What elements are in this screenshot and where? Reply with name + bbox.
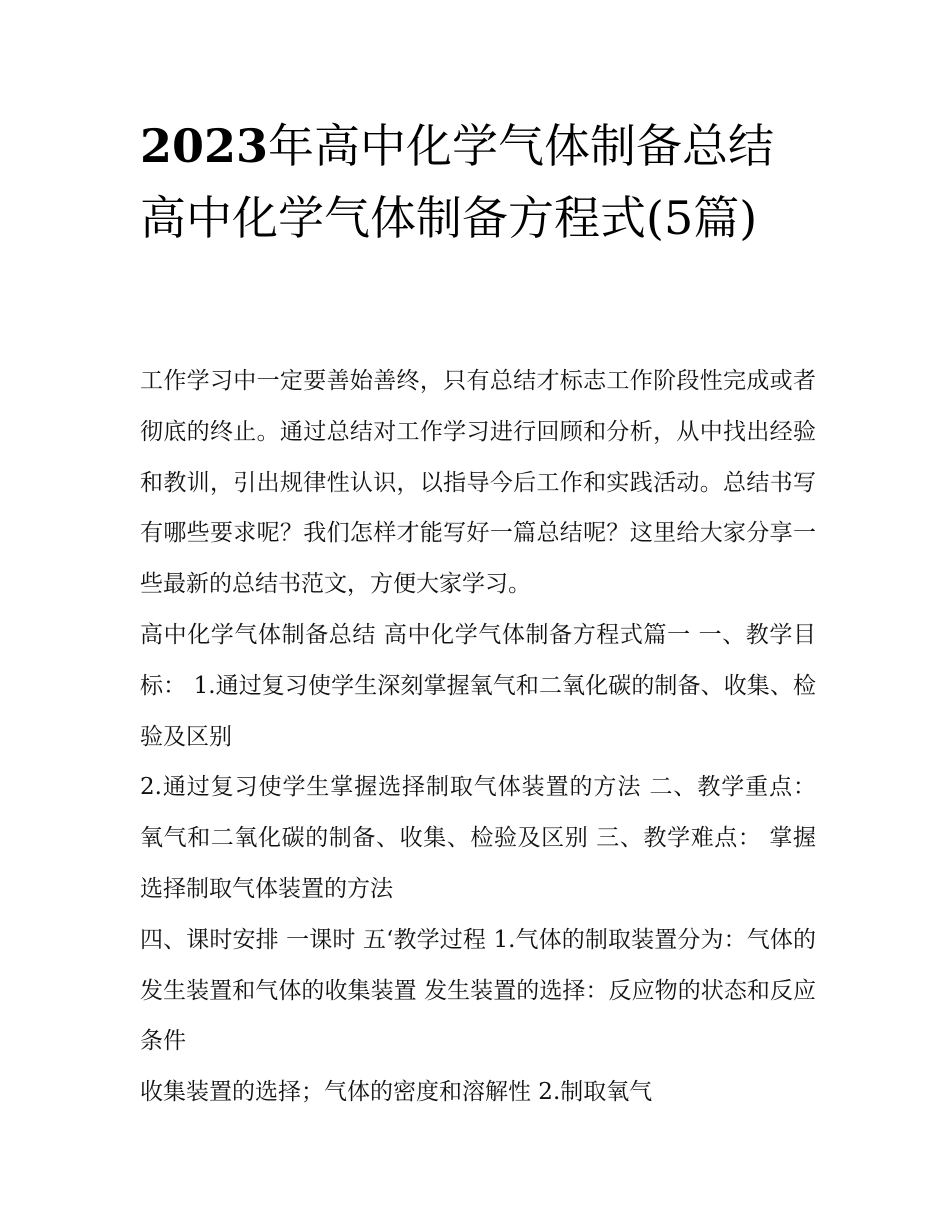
paragraph-process: 四、课时安排 一课时 五‘教学过程 1.气体的制取装置分为：气体的发生装置和气体的收集装置 发生装置的选择：反应物的状态和反应条件: [140, 926, 816, 1055]
title-text: 年高中化学气体制备总结高中化学气体制备方程式(5篇): [140, 119, 775, 245]
title-year: 2023: [140, 119, 269, 173]
paragraph-key-points: 2.通过复习使学生掌握选择制取气体装置的方法 二、教学重点： 氧气和二氧化碳的制备、收集、检验及区别 三、教学难点： 掌握选择制取气体装置的方法: [140, 774, 816, 902]
paragraph-intro: 工作学习中一定要善始善终，只有总结才标志工作阶段性完成或者彻底的终止。通过总结对工作学习进行回顾和分析，从中找出经验和教训，引出规律性认识，以指导今后工作和实践活动。总结书写有哪些要求呢？我们怎样才能写好一篇总结呢？这里给大家分享一些最新的总结书范文，方便大家学习。: [140, 368, 816, 598]
document-body: [140, 356, 816, 1118]
paragraph-objectives: 高中化学气体制备总结 高中化学气体制备方程式篇一 一、教学目标： 1.通过复习使学生深刻掌握氧气和二氧化碳的制备、收集、检验及区别: [140, 621, 816, 750]
paragraph-collection: 收集装置的选择；气体的密度和溶解性 2.制取氧气: [140, 1079, 653, 1106]
document-title: [140, 110, 820, 254]
